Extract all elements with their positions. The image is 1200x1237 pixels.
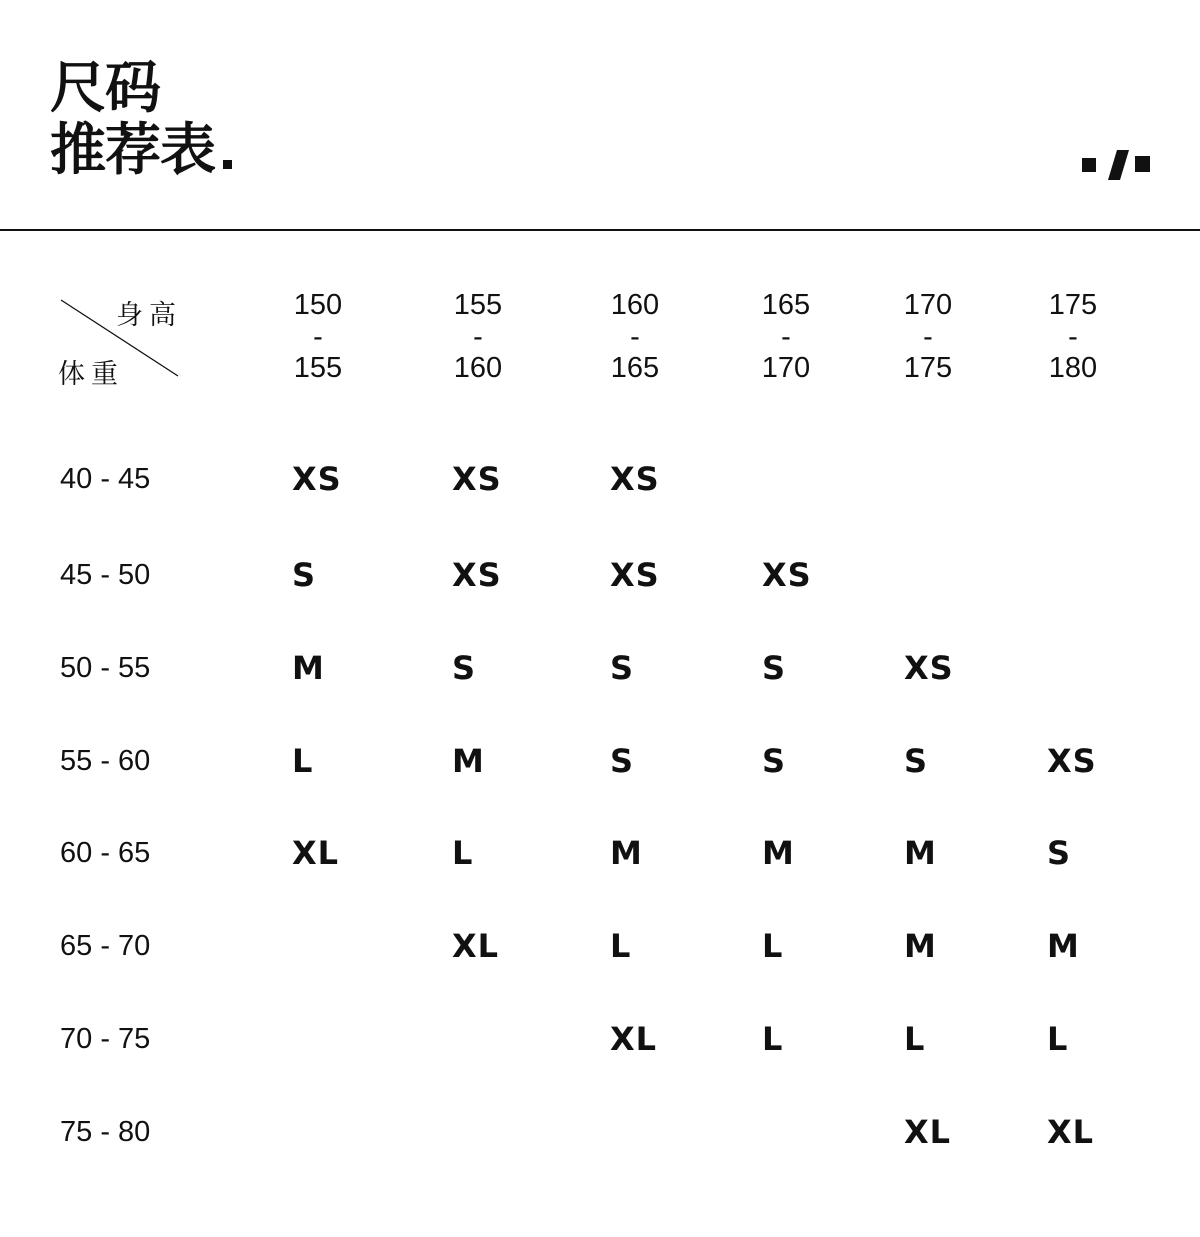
page-title-line-2-text: 推荐表 xyxy=(50,118,215,183)
size-cell: XS xyxy=(762,556,812,594)
size-cell: XS xyxy=(610,556,660,594)
height-range-from: 165 xyxy=(761,289,811,321)
header-divider xyxy=(0,229,1200,231)
size-cell: M xyxy=(1047,927,1080,965)
size-cell: L xyxy=(292,742,314,780)
size-cell: S xyxy=(762,742,787,780)
size-cell: XL xyxy=(610,1020,658,1058)
height-range-dash: - xyxy=(1068,321,1078,353)
size-cell: XL xyxy=(292,834,340,872)
weight-range-label: 50 - 55 xyxy=(60,652,151,684)
size-cell: S xyxy=(904,742,929,780)
title-period-mark xyxy=(223,160,232,169)
size-cell: XS xyxy=(452,556,502,594)
height-range-dash: - xyxy=(923,321,933,353)
weight-range-label: 45 - 50 xyxy=(60,559,151,591)
height-range-to: 170 xyxy=(761,352,811,384)
size-cell: XS xyxy=(904,649,954,687)
brand-slash-logo-icon xyxy=(1082,148,1152,182)
size-cell: L xyxy=(1047,1020,1069,1058)
size-cell: XL xyxy=(904,1113,952,1151)
height-range-from: 155 xyxy=(453,289,503,321)
height-range-dash: - xyxy=(781,321,791,353)
height-range-header xyxy=(1023,290,1123,384)
height-range-header xyxy=(585,290,685,384)
height-range-header xyxy=(878,290,978,384)
size-cell: L xyxy=(762,1020,784,1058)
table-corner-header xyxy=(58,290,182,390)
size-cell: L xyxy=(762,927,784,965)
size-cell: M xyxy=(762,834,795,872)
brand-slash-logo-shape xyxy=(1082,148,1152,182)
height-range-dash: - xyxy=(630,321,640,353)
size-cell: L xyxy=(610,927,632,965)
weight-range-label: 40 - 45 xyxy=(60,463,151,495)
size-cell: S xyxy=(1047,834,1072,872)
height-range-to: 160 xyxy=(453,352,503,384)
weight-range-label: 55 - 60 xyxy=(60,745,151,777)
height-axis-label: 身高 xyxy=(116,300,182,331)
page-title-line-2 xyxy=(50,120,232,182)
height-range-dash: - xyxy=(313,321,323,353)
height-range-to: 155 xyxy=(293,352,343,384)
size-cell: XS xyxy=(610,460,660,498)
height-range-from: 150 xyxy=(293,289,343,321)
size-cell: XS xyxy=(1047,742,1097,780)
weight-range-label: 65 - 70 xyxy=(60,930,151,962)
height-range-dash: - xyxy=(473,321,483,353)
size-cell: M xyxy=(610,834,643,872)
height-range-header xyxy=(268,290,368,384)
weight-range-label: 75 - 80 xyxy=(60,1116,151,1148)
weight-range-label: 60 - 65 xyxy=(60,837,151,869)
height-range-header xyxy=(428,290,528,384)
height-range-header xyxy=(736,290,836,384)
size-cell: M xyxy=(292,649,325,687)
size-cell: S xyxy=(762,649,787,687)
size-cell: L xyxy=(452,834,474,872)
size-cell: M xyxy=(452,742,485,780)
size-cell: S xyxy=(610,649,635,687)
weight-range-label: 70 - 75 xyxy=(60,1023,151,1055)
size-cell: XL xyxy=(1047,1113,1095,1151)
size-cell: M xyxy=(904,927,937,965)
page-title-line-1: 尺码 xyxy=(50,56,160,121)
height-range-to: 175 xyxy=(903,352,953,384)
size-cell: S xyxy=(610,742,635,780)
size-cell: S xyxy=(452,649,477,687)
size-cell: XS xyxy=(452,460,502,498)
size-cell: L xyxy=(904,1020,926,1058)
height-range-to: 180 xyxy=(1048,352,1098,384)
size-cell: XS xyxy=(292,460,342,498)
size-cell: M xyxy=(904,834,937,872)
height-range-to: 165 xyxy=(610,352,660,384)
height-range-from: 160 xyxy=(610,289,660,321)
page-title xyxy=(50,58,232,182)
height-range-from: 170 xyxy=(903,289,953,321)
weight-axis-label: 体重 xyxy=(58,359,124,390)
height-range-from: 175 xyxy=(1048,289,1098,321)
size-cell: XL xyxy=(452,927,500,965)
size-cell: S xyxy=(292,556,317,594)
